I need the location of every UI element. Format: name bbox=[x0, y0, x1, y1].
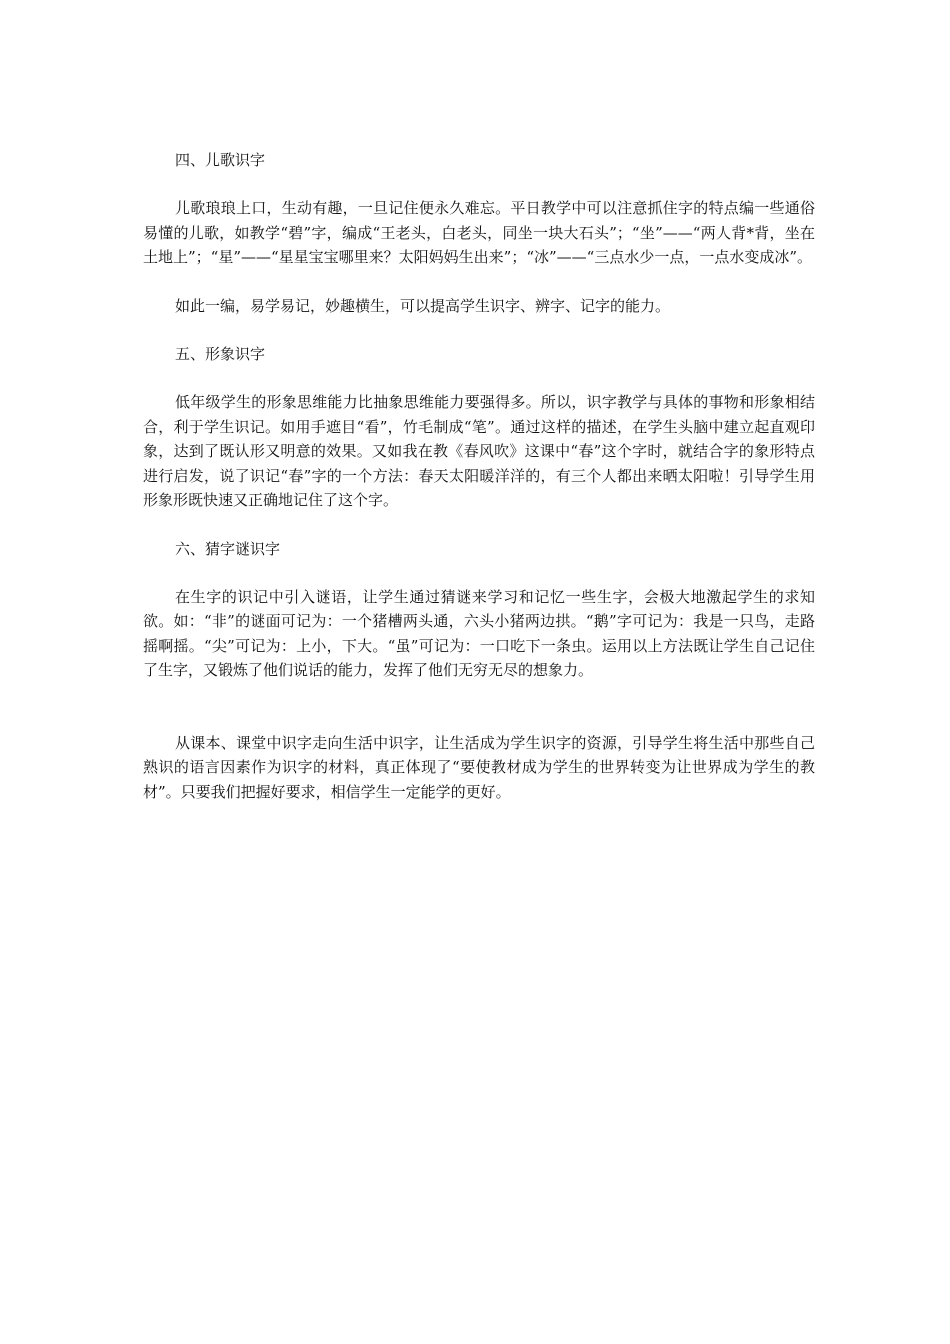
section-heading: 五、形象识字 bbox=[175, 345, 266, 363]
document-body bbox=[143, 148, 815, 804]
paragraph: 儿歌琅琅上口，生动有趣，一旦记住便永久难忘。平日教学中可以注意抓住字的特点编一些通俗易懂的儿歌，如教学“碧”字，编成“王老头，白老头，同坐一块大石头”；“坐”——“两人背*背，坐在土地上”；“星”——“星星宝宝哪里来？太阳妈妈生出来”；“冰”——“三点水少一点，一点水变成冰”。 bbox=[143, 199, 815, 266]
section-heading: 六、猜字谜识字 bbox=[175, 539, 281, 558]
paragraph: 低年级学生的形象思维能力比抽象思维能力要强得多。所以，识字教学与具体的事物和形象相结合，利于学生识记。如用手遮目“看”，竹毛制成“笔”。通过这样的描述，在学生头脑中建立起直观印象，达到了既认形又明意的效果。又如我在教《春风吹》这课中“春”这个字时，就结合字的象形特点进行启发，说了识记“春”字的一个方法：春天太阳暖洋洋的，有三个人都出来晒太阳啦！引导学生用形象形既快速又正确地记住了这个字。 bbox=[143, 393, 815, 509]
paragraph: 在生字的识记中引入谜语，让学生通过猜谜来学习和记忆一些生字，会极大地激起学生的求知欲。如：“非”的谜面可记为：一个猪槽两头通，六头小猪两边拱。“鹅”字可记为：我是一只鸟，走路摇啊摇。“尖”可记为：上小，下大。“虽”可记为：一口吃下一条虫。运用以上方法既让学生自己记住了生字，又锻炼了他们说话的能力，发挥了他们无穷无尽的想象力。 bbox=[143, 587, 815, 679]
paragraph: 如此一编，易学易记，妙趣横生，可以提高学生识字、辨字、记字的能力。 bbox=[175, 296, 671, 315]
section-heading: 四、儿歌识字 bbox=[175, 151, 266, 169]
conclusion-paragraph: 从课本、课堂中识字走向生活中识字，让生活成为学生识字的资源，引导学生将生活中那些自己熟识的语言因素作为识字的材料，真正体现了“要使教材成为学生的世界转变为让世界成为学生的教材”。只要我们把握好要求，相信学生一定能学的更好。 bbox=[143, 733, 815, 801]
